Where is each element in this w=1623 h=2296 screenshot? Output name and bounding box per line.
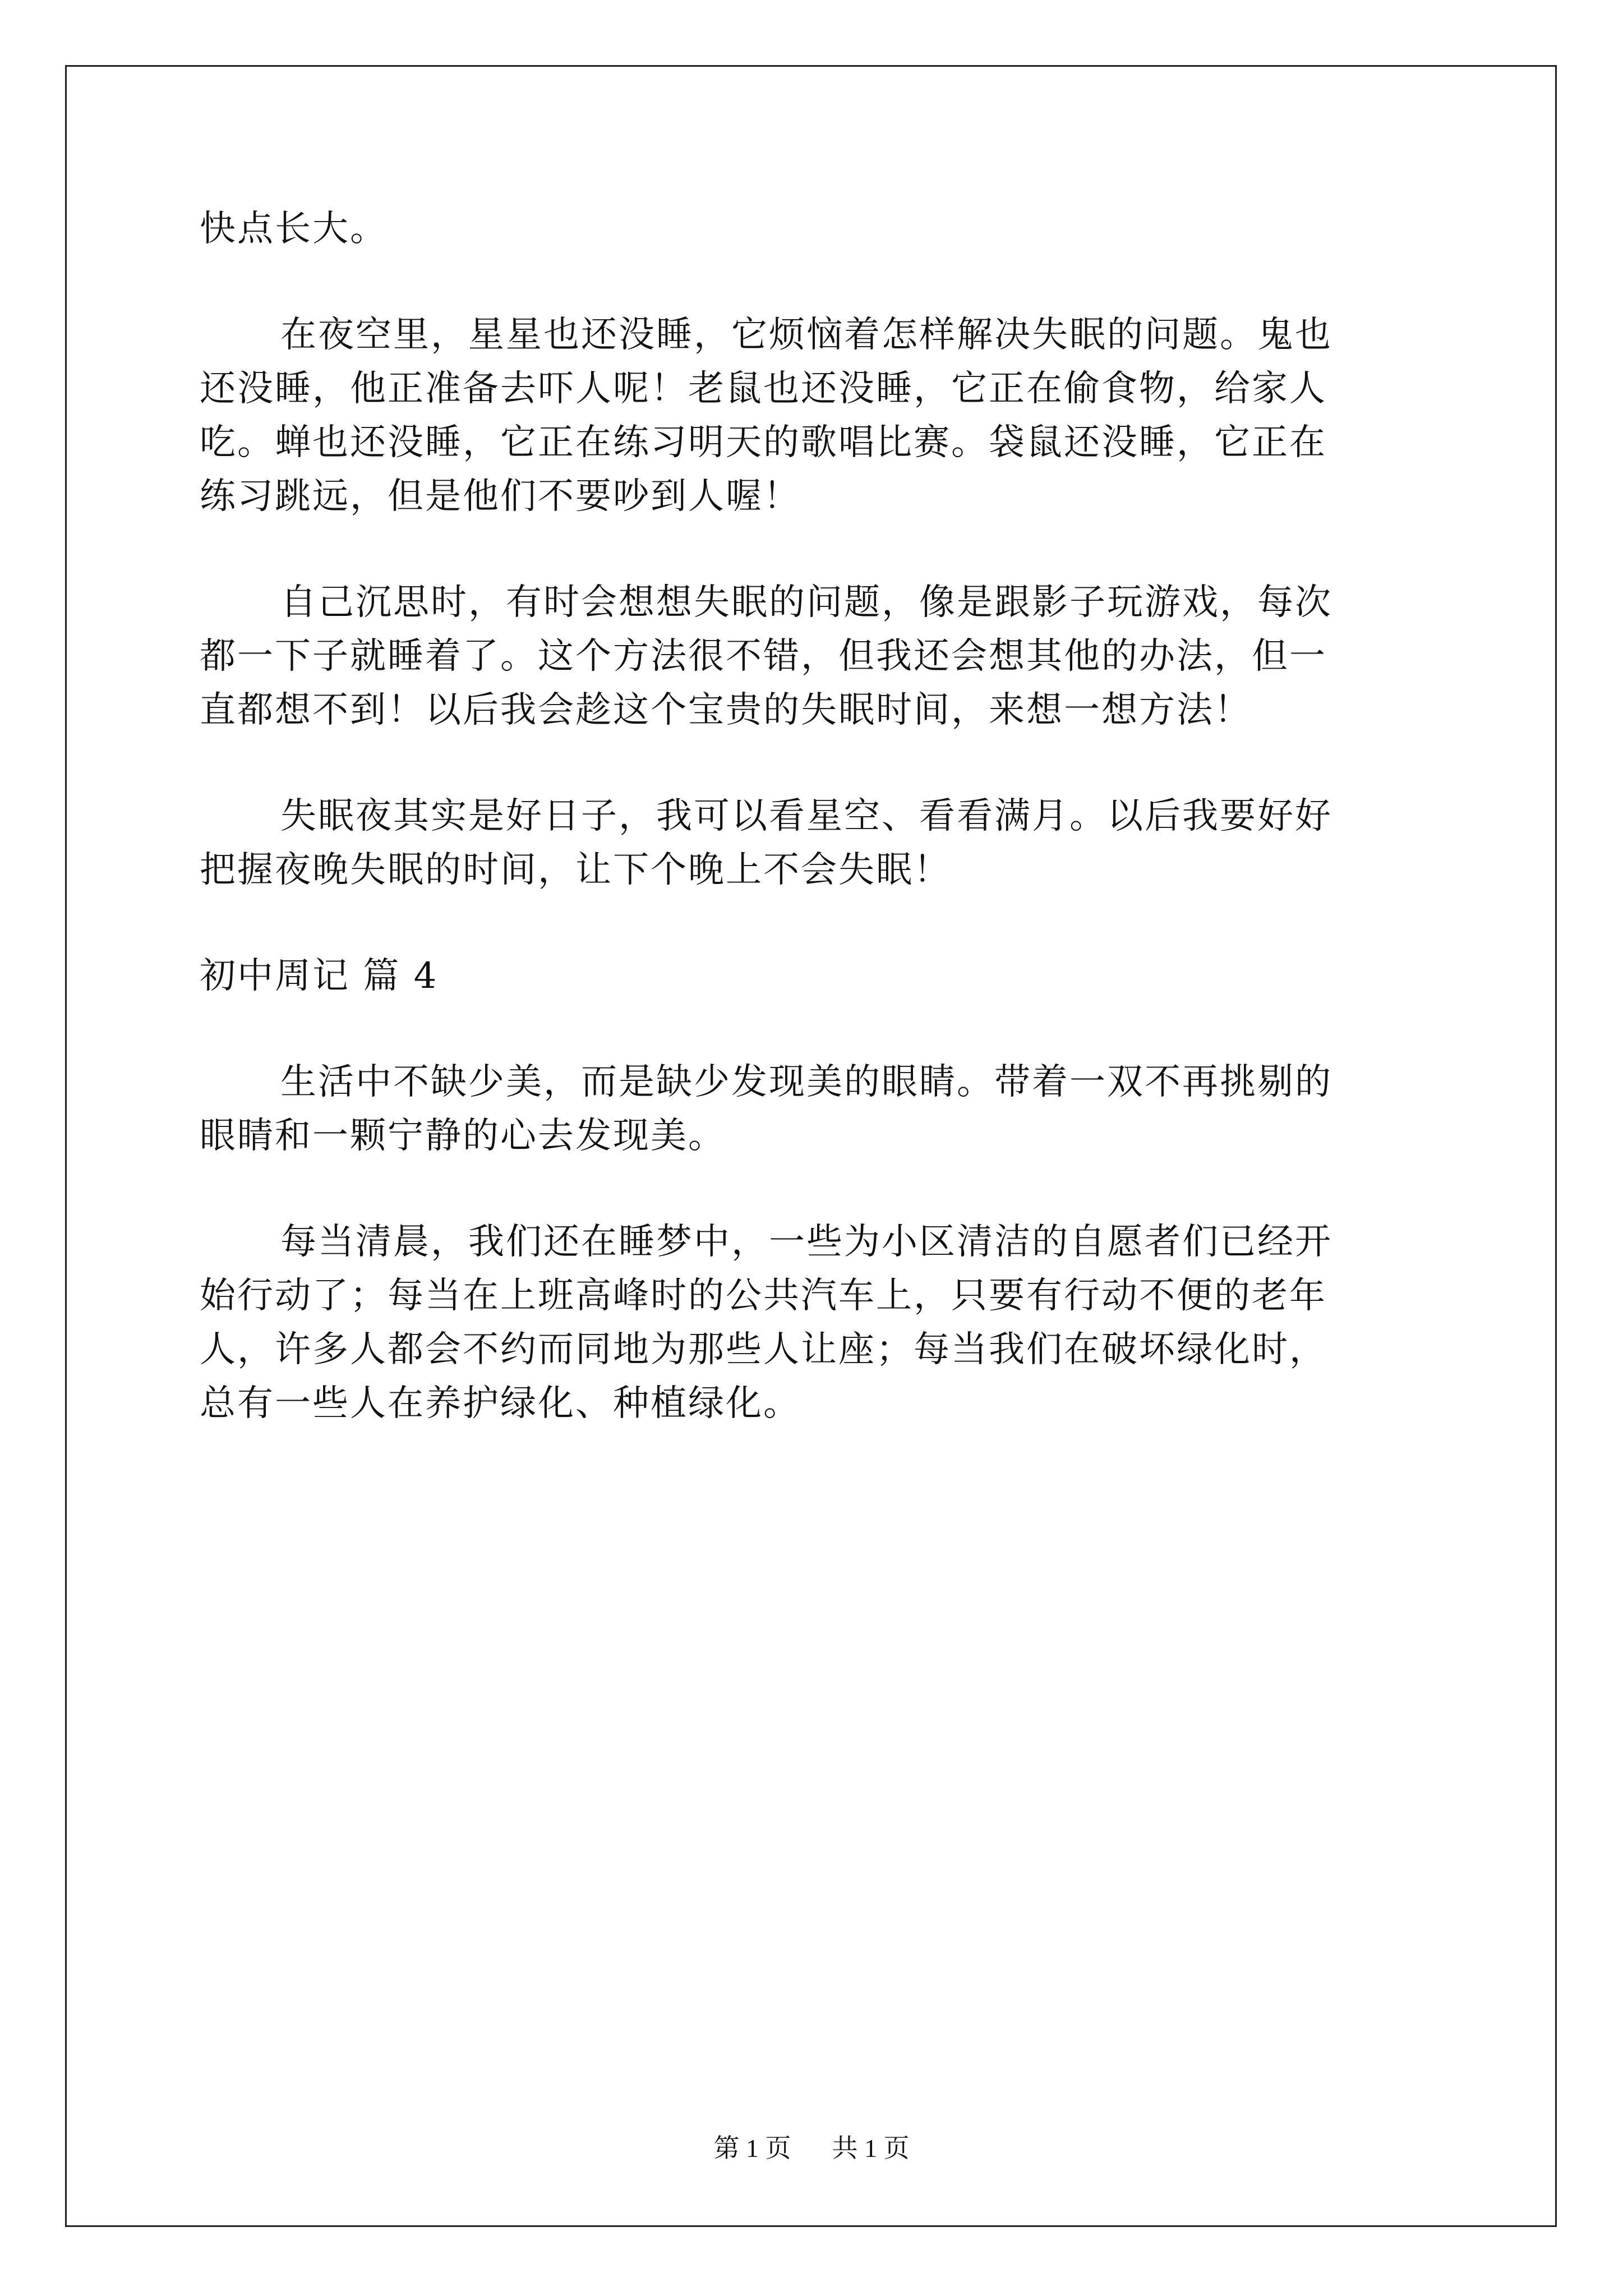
text-line: 直都想不到！以后我会趁这个宝贵的失眠时间，来想一想方法！ [200, 689, 1252, 731]
text-line: 都一下子就睡着了。这个方法很不错，但我还会想其他的办法，但一 [200, 636, 1327, 677]
text-line: 还没睡，他正准备去吓人呢！老鼠也还没睡，它正在偷食物，给家人 [200, 368, 1327, 409]
section-heading: 初中周记 篇 4 [200, 955, 439, 997]
text-line: 眼睛和一颗宁静的心去发现美。 [200, 1115, 726, 1157]
text-line: 人，许多人都会不约而同地为那些人让座；每当我们在破坏绿化时， [200, 1329, 1327, 1370]
page-total: 共 1 页 [832, 2134, 910, 2162]
document-body [200, 202, 1428, 1483]
text-line: 每当清晨，我们还在睡梦中，一些为小区清洁的自愿者们已经开 [280, 1221, 1332, 1263]
text-line: 在夜空里，星星也还没睡，它烦恼着怎样解决失眠的问题。鬼也 [280, 314, 1332, 356]
paragraph [200, 1055, 1428, 1163]
paragraph [200, 1215, 1428, 1430]
text-line: 始行动了；每当在上班高峰时的公共汽车上，只要有行动不便的老年 [200, 1275, 1327, 1317]
paragraph [200, 576, 1428, 737]
paragraph [200, 308, 1428, 523]
paragraph [200, 789, 1428, 897]
text-line: 快点长大。 [200, 208, 388, 250]
text-line: 练习跳远，但是他们不要吵到人喔！ [200, 476, 801, 517]
text-line: 自己沉思时，有时会想想失眠的问题，像是跟影子玩游戏，每次 [280, 582, 1332, 623]
paragraph [200, 202, 1428, 256]
text-line: 生活中不缺少美，而是缺少发现美的眼睛。带着一双不再挑剔的 [280, 1061, 1332, 1103]
text-line: 失眠夜其实是好日子，我可以看星空、看看满月。以后我要好好 [280, 795, 1332, 837]
text-line: 把握夜晚失眠的时间，让下个晚上不会失眠！ [200, 849, 951, 891]
page-footer [0, 2132, 1623, 2165]
page-number: 第 1 页 [713, 2134, 791, 2162]
text-line: 总有一些人在养护绿化、种植绿化。 [200, 1383, 801, 1424]
text-line: 吃。蝉也还没睡，它正在练习明天的歌唱比赛。袋鼠还没睡，它正在 [200, 422, 1327, 463]
